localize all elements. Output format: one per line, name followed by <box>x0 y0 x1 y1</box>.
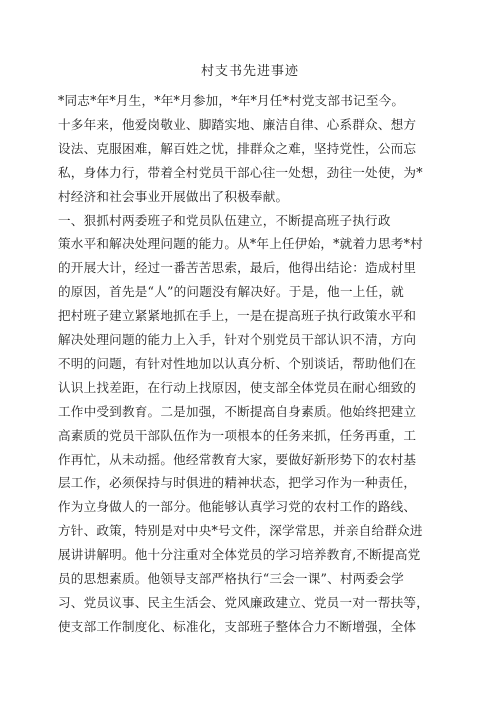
document-line: 作为立身做人的一部分。他能够认真学习党的农村工作的路线、 <box>58 499 417 515</box>
document-title: 村支书先进事迹 <box>200 64 299 79</box>
document-line: 一、狠抓村两委班子和党员队伍建立，不断提高班子执行政 <box>58 212 391 228</box>
document-line: 层工作，必须保持与时俱进的精神状态，把学习作为一种责任， <box>58 475 417 491</box>
document-line: 策水平和解决处理问题的能力。从*年上任伊始，*就着力思考*村 <box>58 236 423 252</box>
document-line: 的原因，首先是“人”的问题没有解决好。于是，他一上任，就 <box>58 284 404 300</box>
document-line: 十多年来，他爱岗敬业、脚踏实地、廉洁自律、心系群众、想方 <box>58 116 417 132</box>
document-line: 的开展大计，经过一番苦苦思索，最后，他得出结论：造成村里 <box>58 260 417 276</box>
document-line: *同志*年*月生，*年*月参加，*年*月任*村党支部书记至今。 <box>58 93 405 108</box>
document-line: 解决处理问题的能力上入手，针对个别党员干部认识不清，方向 <box>58 332 417 347</box>
document-line: 员的思想素质。他领导支部严格执行“三会一课”、村两委会学 <box>58 571 404 586</box>
document-line: 作再忙，从未动摇。他经常教育大家，要做好新形势下的农村基 <box>58 451 417 467</box>
document-line: 方针、政策，特别是对中央*号文件，深学常思，并亲自给群众进 <box>58 523 423 539</box>
document-line: 使支部工作制度化、标准化，支部班子整体合力不断增强，全体 <box>58 618 417 634</box>
document-line: 设法、克服困难，解百姓之忧，排群众之难，坚持党性，公而忘 <box>58 140 417 156</box>
document-line: 不明的问题，有针对性地加以认真分析、个别谈话，帮助他们在 <box>58 355 417 371</box>
document-line: 展讲讲解明。他十分注重对全体党员的学习培养教育,不断提高党 <box>58 547 421 563</box>
document-line: 村经济和社会事业开展做出了积极奉献。 <box>58 188 289 204</box>
document-line: 工作中受到教育。二是加强，不断提高自身素质。他始终把建立 <box>58 403 417 419</box>
document-line: 高素质的党员干部队伍作为一项根本的任务来抓，任务再重，工 <box>58 427 417 443</box>
document-line: 把村班子建立紧紧地抓在手上，一是在提高班子执行政策水平和 <box>58 308 417 324</box>
document-line: 私，身体力行，带着全村党员干部心往一处想，劲往一处使，为* <box>58 164 423 180</box>
document-line: 认识上找差距，在行动上找原因，使支部全体党员在耐心细致的 <box>58 379 417 395</box>
document-line: 习、党员议事、民主生活会、党风廉政建立、党员一对一帮扶等， <box>58 594 430 610</box>
